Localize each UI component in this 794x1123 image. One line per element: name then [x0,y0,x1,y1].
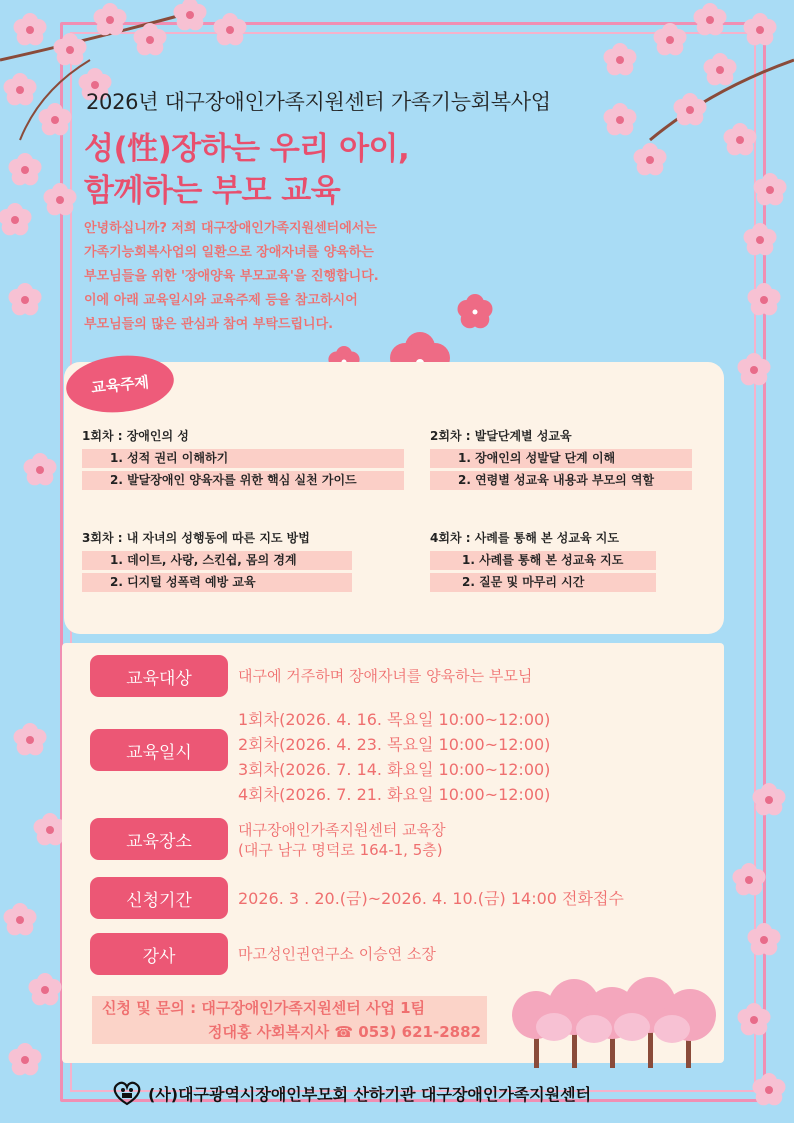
value-schedule [238,707,550,807]
value-place [238,820,446,860]
cherry-blossom-right-side [724,260,794,1120]
place-line: 대구장애인가족지원센터 교육장 [238,821,446,839]
place-line: (대구 남구 명덕로 164-1, 5층) [238,841,443,859]
plum-flower-icon [455,292,495,332]
session-title: 4회차 : 사례를 통해 본 성교육 지도 [430,531,619,545]
title-line-1: 성(性)장하는 우리 아이, [84,131,410,167]
contact-line-1: 신청 및 문의 : 대구장애인가족지원센터 사업 1팀 [92,996,487,1020]
session-1 [82,426,404,490]
session-4 [430,528,656,592]
cherry-trees-illustration [512,975,724,1070]
intro-line: 가족기능회복사업의 일환으로 장애자녀를 양육하는 [84,245,374,260]
title-line-2: 함께하는 부모 교육 [84,173,341,209]
value-target: 대구에 거주하며 장애자녀를 양육하는 부모님 [238,667,533,685]
intro-line: 이에 아래 교육일시와 교육주제 등을 참고하시어 [84,293,358,308]
label-schedule: 교육일시 [90,729,228,771]
session-item: 2. 질문 및 마무리 시간 [430,573,656,592]
session-3 [82,528,352,592]
value-lecturer: 마고성인권연구소 이승연 소장 [238,945,436,963]
schedule-line: 1회차(2026. 4. 16. 목요일 10:00~12:00) [238,710,551,729]
label-period: 신청기간 [90,877,228,919]
topics-badge: 교육주제 [63,351,176,418]
contact-line-2: 정대홍 사회복지사 ☎ 053) 621-2882 [92,1020,487,1044]
label-lecturer: 강사 [90,933,228,975]
intro-paragraph [84,217,379,337]
headline: 2026년 대구장애인가족지원센터 가족기능회복사업 [86,90,551,114]
session-item: 1. 성적 권리 이해하기 [82,449,404,468]
session-title: 3회차 : 내 자녀의 성행동에 따른 지도 방법 [82,531,310,545]
schedule-line: 3회차(2026. 7. 14. 화요일 10:00~12:00) [238,760,551,779]
session-item: 1. 사례를 통해 본 성교육 지도 [430,551,656,570]
cherry-blossom-top-right [560,0,794,260]
value-period: 2026. 3 . 20.(금)~2026. 4. 10.(금) 14:00 전화접수 [238,889,624,908]
intro-line: 부모님들의 많은 관심과 참여 부탁드립니다. [84,317,334,332]
schedule-line: 4회차(2026. 7. 21. 화요일 10:00~12:00) [238,785,551,804]
session-item: 2. 디지털 성폭력 예방 교육 [82,573,352,592]
intro-line: 안녕하십니까? 저희 대구장애인가족지원센터에서는 [84,221,377,236]
session-item: 2. 연령별 성교육 내용과 부모의 역할 [430,471,692,490]
session-2 [430,426,692,490]
organization-logo-icon [112,1080,142,1106]
label-place: 교육장소 [90,818,228,860]
contact-info [92,996,487,1044]
footer-text: (사)대구광역시장애인부모회 산하기관 대구장애인가족지원센터 [148,1084,592,1104]
label-target: 교육대상 [90,655,228,697]
topics-panel [64,362,724,634]
session-item: 2. 발달장애인 양육자를 위한 핵심 실천 가이드 [82,471,404,490]
session-title: 2회차 : 발달단계별 성교육 [430,429,572,443]
cherry-blossom-left-side [0,270,70,1090]
session-item: 1. 데이트, 사랑, 스킨쉽, 몸의 경계 [82,551,352,570]
session-item: 1. 장애인의 성발달 단계 이해 [430,449,692,468]
schedule-line: 2회차(2026. 4. 23. 목요일 10:00~12:00) [238,735,551,754]
session-title: 1회차 : 장애인의 성 [82,429,189,443]
page-title [84,128,409,212]
footer [112,1080,591,1106]
intro-line: 부모님들을 위한 '장애양육 부모교육'을 진행합니다. [84,269,379,284]
